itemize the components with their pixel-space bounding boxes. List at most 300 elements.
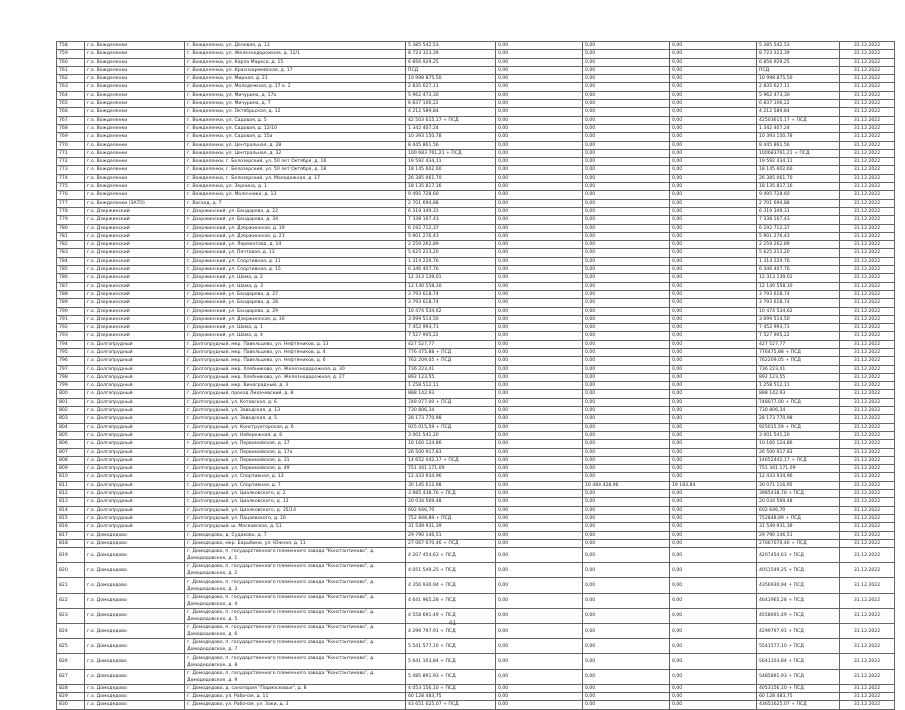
- cost-local-cell: 0,00: [670, 324, 757, 332]
- row-number-cell: 791: [57, 315, 85, 323]
- municipality-cell: г.о. Домодедово: [85, 693, 185, 701]
- cost-total-cell: 427 527,77: [406, 340, 496, 348]
- completion-date-cell: 31.12.2022: [840, 431, 895, 439]
- municipality-cell: г.о. Вожделенки: [85, 166, 185, 174]
- completion-date-cell: 31.12.2022: [840, 440, 895, 448]
- row-number-cell: 781: [57, 232, 85, 240]
- cost-owners-cell: 43651625,07 + ПСД: [757, 701, 840, 709]
- completion-date-cell: 31.12.2022: [840, 191, 895, 199]
- cost-local-cell: 0,00: [670, 191, 757, 199]
- table-row: [57, 166, 895, 174]
- cost-regional-cell: 0,00: [583, 531, 670, 539]
- cost-owners-cell: 10 393 150,78: [757, 133, 840, 141]
- address-cell: г. Долгопрудный, ул. Циолковского, д. 13: [185, 498, 406, 506]
- table-row: [57, 116, 895, 124]
- row-number-cell: 758: [57, 42, 85, 50]
- cost-regional-cell: 0,00: [583, 448, 670, 456]
- cost-total-cell: 100 683 761,21 + ПСД: [406, 149, 496, 157]
- completion-date-cell: 31.12.2022: [840, 608, 895, 623]
- cost-federal-cell: 0,00: [496, 282, 583, 290]
- cost-regional-cell: 0,00: [583, 498, 670, 506]
- table-row: [57, 91, 895, 99]
- cost-regional-cell: 0,00: [583, 423, 670, 431]
- municipality-cell: г.о. Вожделенки: [85, 191, 185, 199]
- address-cell: г. Долгопрудный, ул. Первомайская, д. 17: [185, 440, 406, 448]
- cost-total-cell: 7 338 167,43: [406, 216, 496, 224]
- completion-date-cell: 31.12.2022: [840, 266, 895, 274]
- cost-regional-cell: 0,00: [583, 232, 670, 240]
- cost-federal-cell: 0,00: [496, 608, 583, 623]
- row-number-cell: 802: [57, 407, 85, 415]
- cost-owners-cell: 7 452 993,71: [757, 324, 840, 332]
- row-number-cell: 780: [57, 224, 85, 232]
- cost-owners-cell: 6 319 349,31: [757, 207, 840, 215]
- cost-federal-cell: 0,00: [496, 506, 583, 514]
- table-row: [57, 42, 895, 50]
- address-cell: г. Домодедово, д. санатория "Подмосковье", д. 8: [185, 684, 406, 692]
- row-number-cell: 804: [57, 423, 85, 431]
- row-number-cell: 799: [57, 382, 85, 390]
- cost-total-cell: 1 258 512,11: [406, 382, 496, 390]
- cost-total-cell: 6 192 712,37: [406, 224, 496, 232]
- completion-date-cell: 31.12.2022: [840, 390, 895, 398]
- cost-regional-cell: 0,00: [583, 199, 670, 207]
- cost-regional-cell: 0,00: [583, 431, 670, 439]
- cost-owners-cell: 5485891,93 + ПСД: [757, 669, 840, 684]
- cost-owners-cell: 10 474 534,62: [757, 307, 840, 315]
- cost-federal-cell: 0,00: [496, 75, 583, 83]
- cost-owners-cell: 730 806,34: [757, 407, 840, 415]
- table-row: [57, 506, 895, 514]
- row-number-cell: 778: [57, 207, 85, 215]
- table-row: [57, 58, 895, 66]
- municipality-cell: г.о. Долгопрудный: [85, 398, 185, 406]
- municipality-cell: г.о. Домодедово: [85, 669, 185, 684]
- address-cell: г. Долгопрудный, ул. Спортивная, д. 13: [185, 473, 406, 481]
- municipality-cell: г.о. Долгопрудный: [85, 506, 185, 514]
- row-number-cell: 768: [57, 124, 85, 132]
- cost-total-cell: 925 015,59 + ПСД: [406, 423, 496, 431]
- municipality-cell: г.о. Долгопрудный: [85, 523, 185, 531]
- cost-federal-cell: 0,00: [496, 639, 583, 654]
- cost-regional-cell: 0,00: [583, 257, 670, 265]
- cost-total-cell: 5 641 103,84 + ПСД: [406, 654, 496, 669]
- cost-regional-cell: 0,00: [583, 365, 670, 373]
- table-row: [57, 373, 895, 381]
- cost-owners-cell: 10 998 875,50: [757, 75, 840, 83]
- cost-federal-cell: 0,00: [496, 514, 583, 522]
- address-cell: г. Дзержинский, ул. Бондарева, д. 27: [185, 290, 406, 298]
- address-cell: г. Дзержинский, ул. Шама, д. 4: [185, 332, 406, 340]
- cost-total-cell: 762 209,05 + ПСД: [406, 357, 496, 365]
- cost-local-cell: 0,00: [670, 563, 757, 578]
- cost-total-cell: 6 346 407,76: [406, 266, 496, 274]
- completion-date-cell: 31.12.2022: [840, 531, 895, 539]
- table-row: [57, 124, 895, 132]
- completion-date-cell: 31.12.2022: [840, 324, 895, 332]
- row-number-cell: 782: [57, 241, 85, 249]
- cost-total-cell: 4 051 549,25 + ПСД: [406, 563, 496, 578]
- cost-local-cell: 0,00: [670, 66, 757, 74]
- cost-total-cell: 5 962 473,30: [406, 91, 496, 99]
- cost-owners-cell: ПСД: [757, 66, 840, 74]
- cost-total-cell: 752 848,89 + ПСД: [406, 514, 496, 522]
- municipality-cell: г.о. Вожделенки: [85, 50, 185, 58]
- cost-local-cell: 19 183,84: [670, 481, 757, 489]
- row-number-cell: 812: [57, 490, 85, 498]
- cost-owners-cell: 4641965,28 + ПСД: [757, 593, 840, 608]
- completion-date-cell: 31.12.2022: [840, 224, 895, 232]
- cost-total-cell: 6 837 106,22: [406, 100, 496, 108]
- cost-regional-cell: 0,00: [583, 669, 670, 684]
- row-number-cell: 771: [57, 149, 85, 157]
- cost-regional-cell: 0,00: [583, 116, 670, 124]
- cost-federal-cell: 0,00: [496, 415, 583, 423]
- cost-owners-cell: 752848,89 + ПСД: [757, 514, 840, 522]
- cost-local-cell: 0,00: [670, 365, 757, 373]
- table-row: [57, 66, 895, 74]
- address-cell: г. Долгопрудный, мкр. Хлебниково, ул. Железнодорожная, д. 30: [185, 365, 406, 373]
- completion-date-cell: 31.12.2022: [840, 578, 895, 593]
- cost-owners-cell: 5 625 213,20: [757, 249, 840, 257]
- cost-federal-cell: 0,00: [496, 216, 583, 224]
- completion-date-cell: 31.12.2022: [840, 315, 895, 323]
- table-row: [57, 282, 895, 290]
- cost-federal-cell: 0,00: [496, 624, 583, 639]
- cost-owners-cell: 19 592 434,11: [757, 158, 840, 166]
- completion-date-cell: 31.12.2022: [840, 282, 895, 290]
- completion-date-cell: 31.12.2022: [840, 654, 895, 669]
- address-cell: г. Долгопрудный, ул. Циолковского, д. 35/14: [185, 506, 406, 514]
- completion-date-cell: 31.12.2022: [840, 423, 895, 431]
- cost-regional-cell: 0,00: [583, 465, 670, 473]
- municipality-cell: г.о. Долгопрудный: [85, 465, 185, 473]
- row-number-cell: 790: [57, 307, 85, 315]
- completion-date-cell: 31.12.2022: [840, 382, 895, 390]
- cost-regional-cell: 10 484 428,96: [583, 481, 670, 489]
- cost-local-cell: 0,00: [670, 290, 757, 298]
- address-cell: г. Вожделенки, ул. Садовая, д. 15а: [185, 133, 406, 141]
- cost-local-cell: 0,00: [670, 207, 757, 215]
- table-row: [57, 257, 895, 265]
- cost-federal-cell: 0,00: [496, 133, 583, 141]
- cost-local-cell: 0,00: [670, 216, 757, 224]
- row-number-cell: 785: [57, 266, 85, 274]
- address-cell: г. Долгопрудный, ул. Заводская, д. 13: [185, 407, 406, 415]
- cost-owners-cell: 6 837 106,22: [757, 100, 840, 108]
- cost-regional-cell: 0,00: [583, 514, 670, 522]
- cost-federal-cell: 0,00: [496, 158, 583, 166]
- address-cell: г. Вожделенки, г. Белозерский, ул. 50 лет Октября, д. 18: [185, 166, 406, 174]
- cost-local-cell: 0,00: [670, 124, 757, 132]
- address-cell: г. Домодедово, ул. Рабочая, д. 11: [185, 693, 406, 701]
- cost-owners-cell: 427 527,77: [757, 340, 840, 348]
- housing-repair-table: [56, 41, 895, 710]
- completion-date-cell: 31.12.2022: [840, 199, 895, 207]
- row-number-cell: 807: [57, 448, 85, 456]
- address-cell: г. Дзержинский, ул. Шама, д. 3: [185, 282, 406, 290]
- cost-total-cell: 5 625 213,20: [406, 249, 496, 257]
- cost-federal-cell: 0,00: [496, 299, 583, 307]
- table-row: [57, 654, 895, 669]
- cost-regional-cell: 0,00: [583, 158, 670, 166]
- address-cell: г. Дзержинский, ул. Дзержинская, д. 30: [185, 315, 406, 323]
- municipality-cell: г.о. Дзержинский: [85, 207, 185, 215]
- cost-regional-cell: 0,00: [583, 608, 670, 623]
- table-row: [57, 473, 895, 481]
- cost-local-cell: 0,00: [670, 141, 757, 149]
- cost-total-cell: 26 500 917,83: [406, 448, 496, 456]
- cost-local-cell: 0,00: [670, 42, 757, 50]
- municipality-cell: г.о. Дзержинский: [85, 290, 185, 298]
- cost-federal-cell: 0,00: [496, 249, 583, 257]
- cost-regional-cell: 0,00: [583, 348, 670, 356]
- completion-date-cell: 31.12.2022: [840, 274, 895, 282]
- address-cell: г. Вожделенки, ул. Мичурина, д. 17а: [185, 91, 406, 99]
- cost-total-cell: 27 067 070,46 + ПСД: [406, 539, 496, 547]
- table-row: [57, 398, 895, 406]
- table-row: [57, 332, 895, 340]
- cost-federal-cell: 0,00: [496, 174, 583, 182]
- cost-total-cell: 4 207 454,63 + ПСД: [406, 548, 496, 563]
- table-row: [57, 669, 895, 684]
- cost-local-cell: 0,00: [670, 473, 757, 481]
- cost-owners-cell: 5 385 542,53: [757, 42, 840, 50]
- completion-date-cell: 31.12.2022: [840, 58, 895, 66]
- completion-date-cell: 31.12.2022: [840, 290, 895, 298]
- cost-regional-cell: 0,00: [583, 373, 670, 381]
- cost-regional-cell: 0,00: [583, 523, 670, 531]
- cost-total-cell: 3 099 514,50: [406, 315, 496, 323]
- cost-owners-cell: 6 856 929,25: [757, 58, 840, 66]
- cost-local-cell: 0,00: [670, 183, 757, 191]
- municipality-cell: г.о. Вожделенки: [85, 58, 185, 66]
- municipality-cell: г.о. Дзержинский: [85, 249, 185, 257]
- cost-total-cell: 5 901 276,43: [406, 232, 496, 240]
- municipality-cell: г.о. Домодедово: [85, 701, 185, 709]
- cost-federal-cell: 0,00: [496, 290, 583, 298]
- completion-date-cell: 31.12.2022: [840, 563, 895, 578]
- table-row: [57, 174, 895, 182]
- cost-owners-cell: 5 962 473,30: [757, 91, 840, 99]
- cost-local-cell: 0,00: [670, 639, 757, 654]
- table-row: [57, 199, 895, 207]
- cost-federal-cell: 0,00: [496, 83, 583, 91]
- cost-local-cell: 0,00: [670, 506, 757, 514]
- address-cell: г. Долгопрудный, мкр. Виноградный, д. 3: [185, 382, 406, 390]
- completion-date-cell: 31.12.2022: [840, 158, 895, 166]
- cost-total-cell: 10 474 534,62: [406, 307, 496, 315]
- cost-owners-cell: 4051549,25 + ПСД: [757, 563, 840, 578]
- cost-owners-cell: 3 001 541,20: [757, 431, 840, 439]
- table-row: [57, 224, 895, 232]
- completion-date-cell: 31.12.2022: [840, 481, 895, 489]
- cost-local-cell: 0,00: [670, 456, 757, 464]
- cost-federal-cell: 0,00: [496, 365, 583, 373]
- completion-date-cell: 31.12.2022: [840, 249, 895, 257]
- cost-federal-cell: 0,00: [496, 382, 583, 390]
- cost-total-cell: 6 856 929,25: [406, 58, 496, 66]
- municipality-cell: г.о. Вожделенки: [85, 116, 185, 124]
- row-number-cell: 814: [57, 506, 85, 514]
- address-cell: г. Домодедово, д. Судаково, д. 7: [185, 531, 406, 539]
- cost-total-cell: 2 835 627,11: [406, 83, 496, 91]
- cost-local-cell: 0,00: [670, 75, 757, 83]
- cost-local-cell: 0,00: [670, 448, 757, 456]
- address-cell: г. Долгопрудный, ул. Заводская, д. 5: [185, 415, 406, 423]
- row-number-cell: 783: [57, 249, 85, 257]
- cost-local-cell: 0,00: [670, 593, 757, 608]
- cost-local-cell: 0,00: [670, 440, 757, 448]
- cost-federal-cell: 0,00: [496, 42, 583, 50]
- municipality-cell: г.о. Дзержинский: [85, 216, 185, 224]
- address-cell: г. Вожделенки, ул. Молодежная, д. 17 к. 2: [185, 83, 406, 91]
- cost-federal-cell: 0,00: [496, 91, 583, 99]
- address-cell: г. Дзержинский, ул. Бондарева, д. 29: [185, 307, 406, 315]
- cost-regional-cell: 0,00: [583, 91, 670, 99]
- cost-federal-cell: 0,00: [496, 307, 583, 315]
- cost-regional-cell: 0,00: [583, 340, 670, 348]
- cost-total-cell: 10 998 875,50: [406, 75, 496, 83]
- table-row: [57, 382, 895, 390]
- municipality-cell: г.о. Домодедово: [85, 639, 185, 654]
- cost-total-cell: 776 475,88 + ПСД: [406, 348, 496, 356]
- address-cell: г. Дзержинский, ул. Спортивная, д. 15: [185, 266, 406, 274]
- cost-regional-cell: 0,00: [583, 108, 670, 116]
- row-number-cell: 789: [57, 299, 85, 307]
- cost-local-cell: 0,00: [670, 539, 757, 547]
- cost-local-cell: 0,00: [670, 423, 757, 431]
- address-cell: г. Долгопрудный, мкр. Павельцево, ул. Нефтяников, д. 6: [185, 357, 406, 365]
- municipality-cell: г.о. Долгопрудный: [85, 456, 185, 464]
- cost-federal-cell: 0,00: [496, 191, 583, 199]
- cost-total-cell: 3 001 541,20: [406, 431, 496, 439]
- row-number-cell: 762: [57, 75, 85, 83]
- table-row: [57, 563, 895, 578]
- row-number-cell: 809: [57, 465, 85, 473]
- address-cell: г. Долгопрудный, ул. Первомайская, д. 31: [185, 456, 406, 464]
- cost-federal-cell: 0,00: [496, 523, 583, 531]
- cost-total-cell: 5 385 542,53: [406, 42, 496, 50]
- completion-date-cell: 31.12.2022: [840, 593, 895, 608]
- cost-total-cell: 1 314 229,76: [406, 257, 496, 265]
- completion-date-cell: 31.12.2022: [840, 473, 895, 481]
- municipality-cell: г.о. Долгопрудный: [85, 473, 185, 481]
- row-number-cell: 819: [57, 548, 85, 563]
- cost-total-cell: 3 793 618,74: [406, 299, 496, 307]
- table-row: [57, 578, 895, 593]
- address-cell: г. Долгопрудный, мкр. Павельцево, ул. Нефтяников, д. 4: [185, 348, 406, 356]
- cost-total-cell: 43 651 625,07 + ПСД: [406, 701, 496, 709]
- row-number-cell: 822: [57, 593, 85, 608]
- cost-local-cell: 0,00: [670, 274, 757, 282]
- address-cell: г. Домодедово, ул. Рабочая, ул. Заки, д. 3: [185, 701, 406, 709]
- cost-regional-cell: 0,00: [583, 216, 670, 224]
- address-cell: г. Долгопрудный, ул. Пацаевского, д. 16: [185, 514, 406, 522]
- address-cell: г. Дзержинский, ул. Лермонтова, д. 14: [185, 241, 406, 249]
- row-number-cell: 811: [57, 481, 85, 489]
- completion-date-cell: 31.12.2022: [840, 398, 895, 406]
- cost-regional-cell: 0,00: [583, 332, 670, 340]
- cost-regional-cell: 0,00: [583, 407, 670, 415]
- table-row: [57, 290, 895, 298]
- cost-local-cell: 0,00: [670, 315, 757, 323]
- cost-owners-cell: 31 549 931,39: [757, 523, 840, 531]
- table-row: [57, 232, 895, 240]
- cost-regional-cell: 0,00: [583, 456, 670, 464]
- municipality-cell: г.о. Дзержинский: [85, 332, 185, 340]
- municipality-cell: г.о. Домодедово: [85, 548, 185, 563]
- cost-total-cell: 1 342 407,24: [406, 124, 496, 132]
- table-row: [57, 423, 895, 431]
- cost-total-cell: 730 806,34: [406, 407, 496, 415]
- cost-local-cell: 0,00: [670, 684, 757, 692]
- address-cell: г. Вожделенки, ул. Молочники, д. 13: [185, 191, 406, 199]
- cost-regional-cell: 0,00: [583, 282, 670, 290]
- cost-owners-cell: 42503615,17 + ПСД: [757, 116, 840, 124]
- municipality-cell: г.о. Дзержинский: [85, 315, 185, 323]
- cost-federal-cell: 0,00: [496, 423, 583, 431]
- cost-regional-cell: 0,00: [583, 50, 670, 58]
- completion-date-cell: 31.12.2022: [840, 133, 895, 141]
- cost-owners-cell: 18 135 817,16: [757, 183, 840, 191]
- cost-local-cell: 0,00: [670, 701, 757, 709]
- cost-regional-cell: 0,00: [583, 315, 670, 323]
- table-row: [57, 456, 895, 464]
- cost-owners-cell: 3 793 618,74: [757, 290, 840, 298]
- cost-regional-cell: 0,00: [583, 42, 670, 50]
- cost-owners-cell: 14652442,17 + ПСД: [757, 456, 840, 464]
- row-number-cell: 775: [57, 183, 85, 191]
- cost-regional-cell: 0,00: [583, 490, 670, 498]
- row-number-cell: 805: [57, 431, 85, 439]
- cost-federal-cell: 0,00: [496, 232, 583, 240]
- cost-federal-cell: 0,00: [496, 701, 583, 709]
- address-cell: г. Вожделенки, ул. Мичурина, д. 7: [185, 100, 406, 108]
- municipality-cell: г.о. Долгопрудный: [85, 481, 185, 489]
- cost-regional-cell: 0,00: [583, 624, 670, 639]
- completion-date-cell: 31.12.2022: [840, 232, 895, 240]
- cost-regional-cell: 0,00: [583, 124, 670, 132]
- row-number-cell: 788: [57, 290, 85, 298]
- cost-total-cell: 12 433 934,96: [406, 473, 496, 481]
- cost-regional-cell: 0,00: [583, 249, 670, 257]
- cost-regional-cell: 0,00: [583, 563, 670, 578]
- municipality-cell: г.о. Вожделенки: [85, 91, 185, 99]
- cost-regional-cell: 0,00: [583, 207, 670, 215]
- cost-federal-cell: 0,00: [496, 141, 583, 149]
- municipality-cell: г.о. Долгопрудный: [85, 365, 185, 373]
- address-cell: г. Домодедово, п. государственного племенного завода "Константиново", д. Домодедовское, д. 3: [185, 578, 406, 593]
- completion-date-cell: 31.12.2022: [840, 548, 895, 563]
- row-number-cell: 827: [57, 669, 85, 684]
- cost-owners-cell: 3 793 618,74: [757, 299, 840, 307]
- cost-total-cell: 888 142,93: [406, 390, 496, 398]
- cost-owners-cell: 29 790 146,51: [757, 531, 840, 539]
- cost-owners-cell: 4299797,91 + ПСД: [757, 624, 840, 639]
- cost-owners-cell: 2 259 262,89: [757, 241, 840, 249]
- cost-regional-cell: 0,00: [583, 539, 670, 547]
- cost-total-cell: 12 140 558,30: [406, 282, 496, 290]
- completion-date-cell: 31.12.2022: [840, 624, 895, 639]
- cost-local-cell: 0,00: [670, 91, 757, 99]
- table-row: [57, 158, 895, 166]
- cost-total-cell: ПСД: [406, 66, 496, 74]
- completion-date-cell: 31.12.2022: [840, 498, 895, 506]
- cost-local-cell: 0,00: [670, 654, 757, 669]
- cost-local-cell: 0,00: [670, 415, 757, 423]
- cost-total-cell: 8 723 323,39: [406, 50, 496, 58]
